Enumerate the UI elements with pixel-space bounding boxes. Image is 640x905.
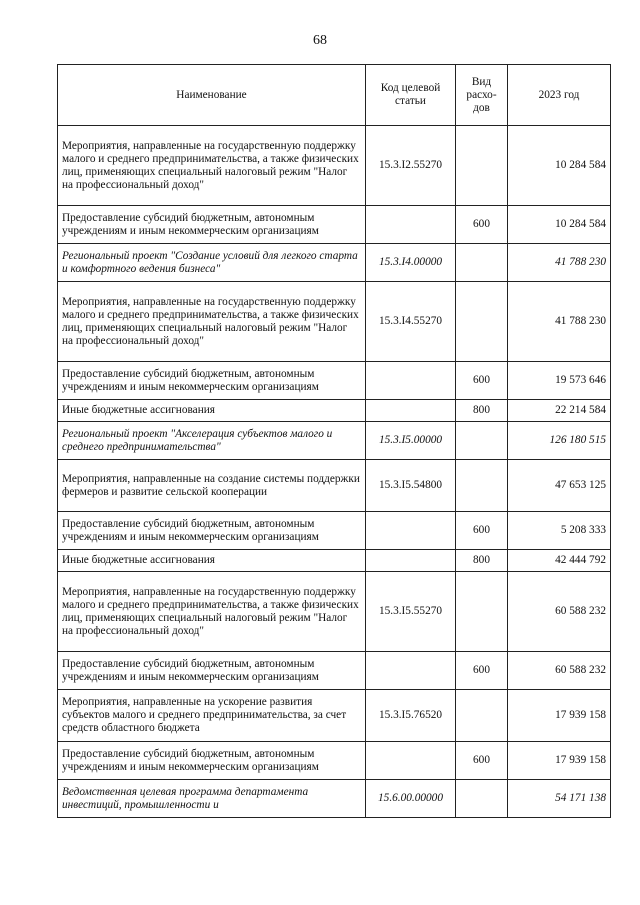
row-type-cell <box>456 780 508 818</box>
row-amount-cell: 42 444 792 <box>508 550 611 572</box>
budget-table <box>57 64 611 818</box>
row-type-cell <box>456 460 508 512</box>
row-type-cell <box>456 690 508 742</box>
row-amount-cell: 47 653 125 <box>508 460 611 512</box>
row-name-cell: Предоставление субсидий бюджетным, автономным учреждениям и иным некоммерческим организациям <box>58 206 366 244</box>
row-name-cell: Региональный проект "Создание условий для легкого старта и комфортного ведения бизнеса" <box>58 244 366 282</box>
table-row <box>58 362 611 400</box>
row-type-cell <box>456 244 508 282</box>
row-code-cell <box>366 742 456 780</box>
row-code-cell <box>366 512 456 550</box>
header-code: Код целевой статьи <box>366 65 456 126</box>
row-name-cell: Мероприятия, направленные на создание системы поддержки фермеров и развитие сельской кооперации <box>58 460 366 512</box>
row-type-cell <box>456 572 508 652</box>
header-type: Вид расхо-дов <box>456 65 508 126</box>
row-type-cell <box>456 282 508 362</box>
row-type-cell <box>456 126 508 206</box>
row-code-cell: 15.6.00.00000 <box>366 780 456 818</box>
table-header-row <box>58 65 611 126</box>
row-amount-cell: 5 208 333 <box>508 512 611 550</box>
row-amount-cell: 17 939 158 <box>508 690 611 742</box>
table-row <box>58 126 611 206</box>
row-code-cell: 15.3.I5.55270 <box>366 572 456 652</box>
table-body <box>58 126 611 818</box>
row-code-cell <box>366 206 456 244</box>
row-name-cell: Мероприятия, направленные на ускорение развития субъектов малого и среднего предпринимательства, за счет средств областного бюджета <box>58 690 366 742</box>
row-name-cell: Мероприятия, направленные на государственную поддержку малого и среднего предпринимательства, а также физических лиц, применяющих специальный налоговый режим "Налог на профессиональный доход" <box>58 282 366 362</box>
table-row <box>58 400 611 422</box>
row-amount-cell: 22 214 584 <box>508 400 611 422</box>
table-row <box>58 206 611 244</box>
row-type-cell: 600 <box>456 742 508 780</box>
table-row <box>58 572 611 652</box>
header-year: 2023 год <box>508 65 611 126</box>
row-code-cell: 15.3.I5.00000 <box>366 422 456 460</box>
row-amount-cell: 60 588 232 <box>508 572 611 652</box>
row-code-cell <box>366 652 456 690</box>
row-name-cell: Иные бюджетные ассигнования <box>58 550 366 572</box>
row-name-cell: Иные бюджетные ассигнования <box>58 400 366 422</box>
row-code-cell: 15.3.I2.55270 <box>366 126 456 206</box>
table-row <box>58 652 611 690</box>
row-name-cell: Мероприятия, направленные на государственную поддержку малого и среднего предпринимательства, а также физических лиц, применяющих специальный налоговый режим "Налог на профессиональный доход" <box>58 126 366 206</box>
row-code-cell: 15.3.I5.76520 <box>366 690 456 742</box>
row-code-cell <box>366 550 456 572</box>
row-name-cell: Мероприятия, направленные на государственную поддержку малого и среднего предпринимательства, а также физических лиц, применяющих специальный налоговый режим "Налог на профессиональный доход" <box>58 572 366 652</box>
table-row <box>58 244 611 282</box>
table-row <box>58 282 611 362</box>
table-row <box>58 512 611 550</box>
row-amount-cell: 54 171 138 <box>508 780 611 818</box>
row-type-cell: 600 <box>456 206 508 244</box>
row-amount-cell: 60 588 232 <box>508 652 611 690</box>
row-name-cell: Предоставление субсидий бюджетным, автономным учреждениям и иным некоммерческим организациям <box>58 512 366 550</box>
row-code-cell: 15.3.I5.54800 <box>366 460 456 512</box>
table-row <box>58 550 611 572</box>
row-type-cell: 800 <box>456 400 508 422</box>
row-amount-cell: 10 284 584 <box>508 206 611 244</box>
page-number: 68 <box>313 33 327 48</box>
row-name-cell: Предоставление субсидий бюджетным, автономным учреждениям и иным некоммерческим организациям <box>58 362 366 400</box>
row-type-cell <box>456 422 508 460</box>
table-row <box>58 690 611 742</box>
row-name-cell: Предоставление субсидий бюджетным, автономным учреждениям и иным некоммерческим организациям <box>58 652 366 690</box>
row-amount-cell: 41 788 230 <box>508 244 611 282</box>
row-type-cell: 800 <box>456 550 508 572</box>
row-name-cell: Предоставление субсидий бюджетным, автономным учреждениям и иным некоммерческим организациям <box>58 742 366 780</box>
row-type-cell: 600 <box>456 512 508 550</box>
table-row <box>58 422 611 460</box>
row-type-cell: 600 <box>456 652 508 690</box>
row-amount-cell: 17 939 158 <box>508 742 611 780</box>
row-amount-cell: 126 180 515 <box>508 422 611 460</box>
row-name-cell: Региональный проект "Акселерация субъектов малого и среднего предпринимательства" <box>58 422 366 460</box>
row-amount-cell: 10 284 584 <box>508 126 611 206</box>
header-name: Наименование <box>58 65 366 126</box>
row-amount-cell: 19 573 646 <box>508 362 611 400</box>
table-row <box>58 742 611 780</box>
row-name-cell: Ведомственная целевая программа департамента инвестиций, промышленности и <box>58 780 366 818</box>
table-row <box>58 460 611 512</box>
row-code-cell <box>366 362 456 400</box>
row-code-cell <box>366 400 456 422</box>
table-row <box>58 780 611 818</box>
row-type-cell: 600 <box>456 362 508 400</box>
row-code-cell: 15.3.I4.00000 <box>366 244 456 282</box>
row-amount-cell: 41 788 230 <box>508 282 611 362</box>
row-code-cell: 15.3.I4.55270 <box>366 282 456 362</box>
